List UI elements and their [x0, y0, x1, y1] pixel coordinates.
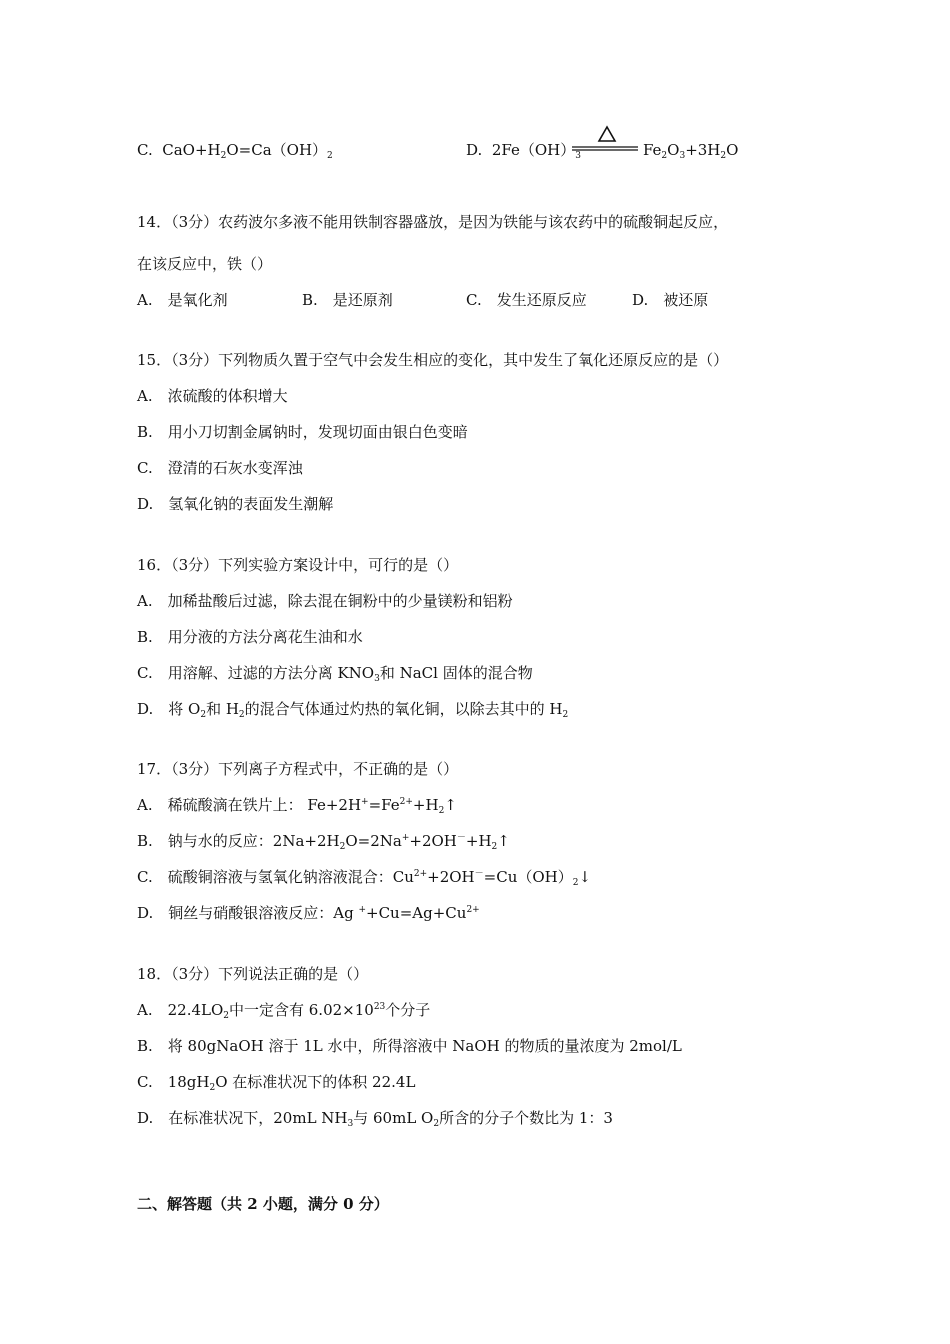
q14-option-c: C. 发生还原反应 — [466, 291, 587, 309]
section-heading: 二、解答题（共 2 小题，满分 0 分） — [137, 1195, 389, 1213]
q13-option-c: C. $CaO+H_2O=Ca(OH)_2$ — [137, 141, 333, 161]
q16-option-a: A. 加稀盐酸后过滤，除去混在铜粉中的少量镁粉和铝粉 — [137, 592, 513, 610]
heating-condition-icon — [570, 124, 640, 154]
q15-option-c: C. 澄清的石灰水变浑浊 — [137, 459, 303, 477]
q17-option-b: B. 钠与水的反应：$2Na+2H_2O=2Na^++2OH^-+H_2↑$ — [137, 832, 510, 852]
q16-option-d: D. 将 $O_2$和 $H_2$的混合气体通过灼热的氧化铜，以除去其中的 $H_2$ — [137, 700, 569, 720]
q13-option-d: D. $2Fe(OH)_3$ $Fe_2O_3+3H_2O$ — [466, 141, 739, 161]
q14-option-d: D. 被还原 — [632, 291, 709, 309]
q17-option-d: D. 铜丝与硝酸银溶液反应：Ag $^++Cu=Ag+Cu^{2+}$ — [137, 904, 480, 922]
q15-stem: 15．（3分）下列物质久置于空气中会发生相应的变化，其中发生了氧化还原反应的是（） — [137, 351, 729, 369]
q17-option-a: A. 稀硫酸滴在铁片上： $Fe+2H^+=Fe^{2+}+H_2↑$ — [137, 796, 457, 816]
q18-option-c: C. $18gH_2O$ 在标准状况下的体积 22.4L — [137, 1073, 416, 1093]
q15-option-a: A. 浓硫酸的体积增大 — [137, 387, 288, 405]
q14-option-b: B. 是还原剂 — [302, 291, 393, 309]
q16-option-b: B. 用分液的方法分离花生油和水 — [137, 628, 363, 646]
q18-stem: 18．（3分）下列说法正确的是（） — [137, 965, 369, 983]
q14-stem-line1: 14．（3分）农药波尔多液不能用铁制容器盛放，是因为铁能与该农药中的硫酸铜起反应， — [137, 213, 729, 231]
q18-option-b: B. 将 80gNaOH 溶于 1L 水中，所得溶液中 NaOH 的物质的量浓度为 2mol/L — [137, 1037, 682, 1055]
q17-option-c: C. 硫酸铜溶液与氢氧化钠溶液混合：$Cu^{2+}+2OH^-=Cu(OH)_2↓$ — [137, 868, 592, 888]
q18-option-a: A. $22.4LO_2$中一定含有 $6.02\times 10^{23}$个分子 — [137, 1001, 431, 1021]
q14-stem-line2: 在该反应中，铁（） — [137, 255, 273, 273]
q14-option-a: A. 是氧化剂 — [137, 291, 228, 309]
q17-stem: 17．（3分）下列离子方程式中，不正确的是（） — [137, 760, 459, 778]
q18-option-d: D. 在标准状况下，20mL $NH_3$与 60mL $O_2$所含的分子个数比为 1：3 — [137, 1109, 613, 1129]
q16-option-c: C. 用溶解、过滤的方法分离 $KNO_3$和 NaCl 固体的混合物 — [137, 664, 533, 684]
q16-stem: 16．（3分）下列实验方案设计中，可行的是（） — [137, 556, 459, 574]
q15-option-d: D. 氢氧化钠的表面发生潮解 — [137, 495, 334, 513]
q15-option-b: B. 用小刀切割金属钠时，发现切面由银白色变暗 — [137, 423, 468, 441]
